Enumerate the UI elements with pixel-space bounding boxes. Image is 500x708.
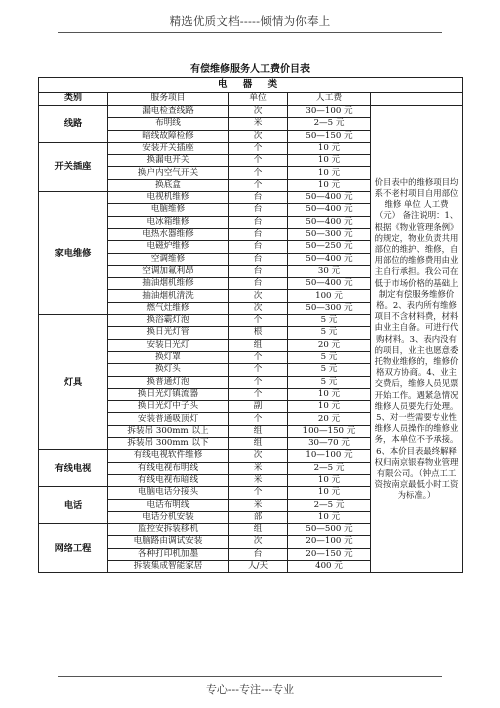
service-item-cell: 电冰箱维修 — [108, 216, 229, 228]
unit-cell: 个 — [229, 351, 288, 363]
fee-cell: 50—500 元 — [288, 524, 371, 536]
unit-cell: 米 — [229, 462, 288, 474]
fee-cell: 10 元 — [288, 401, 371, 413]
price-table — [38, 77, 463, 573]
fee-cell: 50—300 元 — [288, 302, 371, 314]
category-cell: 线路 — [39, 106, 108, 143]
category-cell: 电话 — [39, 487, 108, 524]
unit-cell: 米 — [229, 118, 288, 130]
unit-cell: 组 — [229, 425, 288, 437]
fee-cell: 50—300 元 — [288, 228, 371, 240]
column-header-fee: 人工费 — [288, 93, 371, 106]
service-item-cell: 换漏电开关 — [108, 155, 229, 167]
service-item-cell: 电视机维修 — [108, 192, 229, 204]
fee-cell: 5 元 — [288, 364, 371, 376]
service-item-cell: 抽油烟机维修 — [108, 278, 229, 290]
fee-cell: 400 元 — [288, 560, 371, 572]
service-item-cell: 安装日光灯 — [108, 339, 229, 351]
service-item-cell: 电话分机安装 — [108, 511, 229, 523]
service-item-cell: 有线电视布暗线 — [108, 474, 229, 486]
fee-cell: 10 元 — [288, 388, 371, 400]
unit-cell: 个 — [229, 388, 288, 400]
fee-cell: 100—150 元 — [288, 425, 371, 437]
fee-cell: 20 元 — [288, 413, 371, 425]
service-item-cell: 电话布明线 — [108, 499, 229, 511]
unit-cell: 台 — [229, 548, 288, 560]
service-item-cell: 电脑电话分接头 — [108, 487, 229, 499]
fee-cell: 5 元 — [288, 351, 371, 363]
unit-cell: 台 — [229, 278, 288, 290]
fee-cell: 50—400 元 — [288, 253, 371, 265]
page-footer: 专心---专注---专业 — [205, 683, 295, 696]
unit-cell: 次 — [229, 130, 288, 142]
table-row — [39, 106, 463, 118]
unit-cell: 个 — [229, 167, 288, 179]
fee-cell: 10 元 — [288, 511, 371, 523]
service-item-cell: 燃气灶维修 — [108, 302, 229, 314]
unit-cell: 次 — [229, 536, 288, 548]
category-cell: 网络工程 — [39, 524, 108, 573]
column-header-category: 类别 — [39, 93, 108, 106]
service-item-cell: 换普通灯泡 — [108, 376, 229, 388]
fee-cell: 2—5 元 — [288, 118, 371, 130]
unit-cell: 个 — [229, 179, 288, 191]
unit-cell: 个 — [229, 364, 288, 376]
service-item-cell: 换日光灯镇流器 — [108, 388, 229, 400]
fee-cell: 2—5 元 — [288, 499, 371, 511]
service-item-cell: 电脑路由调试安装 — [108, 536, 229, 548]
service-item-cell: 拆装集成智能家居 — [108, 560, 229, 572]
service-item-cell: 安装普通吸顶灯 — [108, 413, 229, 425]
fee-cell: 2—5 元 — [288, 462, 371, 474]
service-item-cell: 有线电视软件维修 — [108, 450, 229, 462]
unit-cell: 次 — [229, 302, 288, 314]
unit-cell: 根 — [229, 327, 288, 339]
service-item-cell: 各种打印机加墨 — [108, 548, 229, 560]
unit-cell: 组 — [229, 438, 288, 450]
service-item-cell: 电磁炉维修 — [108, 241, 229, 253]
service-item-cell: 换浴霸灯泡 — [108, 315, 229, 327]
fee-cell: 5 元 — [288, 315, 371, 327]
unit-cell: 个 — [229, 142, 288, 154]
document-title: 有偿维修服务人工费价目表 — [190, 64, 310, 75]
unit-cell: 次 — [229, 106, 288, 118]
unit-cell: 台 — [229, 204, 288, 216]
column-header-unit: 单位 — [229, 93, 288, 106]
unit-cell: 台 — [229, 241, 288, 253]
service-item-cell: 暗线故障检修 — [108, 130, 229, 142]
fee-cell: 50—400 元 — [288, 216, 371, 228]
column-header-row — [39, 93, 463, 106]
unit-cell: 次 — [229, 290, 288, 302]
service-item-cell: 电热水器维修 — [108, 228, 229, 240]
unit-cell: 个 — [229, 376, 288, 388]
unit-cell: 台 — [229, 216, 288, 228]
fee-cell: 10 元 — [288, 142, 371, 154]
fee-cell: 30 元 — [288, 265, 371, 277]
service-item-cell: 拆装吊 300mm 以下 — [108, 438, 229, 450]
unit-cell: 台 — [229, 253, 288, 265]
unit-cell: 米 — [229, 499, 288, 511]
service-item-cell: 漏电检查线路 — [108, 106, 229, 118]
footer-divider — [58, 676, 442, 677]
service-item-cell: 换日光灯中子头 — [108, 401, 229, 413]
unit-cell: 个 — [229, 413, 288, 425]
service-item-cell: 电脑维修 — [108, 204, 229, 216]
column-header-blank — [371, 93, 463, 106]
category-cell: 灯具 — [39, 315, 108, 450]
unit-cell: 组 — [229, 524, 288, 536]
unit-cell: 台 — [229, 192, 288, 204]
service-item-cell: 拆装吊 300mm 以上 — [108, 425, 229, 437]
unit-cell: 人/天 — [229, 560, 288, 572]
section-heading: 电 器 类 — [39, 78, 463, 93]
header-divider — [58, 32, 442, 33]
unit-cell: 台 — [229, 228, 288, 240]
category-cell: 有线电视 — [39, 450, 108, 487]
fee-cell: 5 元 — [288, 327, 371, 339]
unit-cell: 个 — [229, 315, 288, 327]
fee-cell: 20—150 元 — [288, 548, 371, 560]
fee-cell: 30—100 元 — [288, 106, 371, 118]
fee-cell: 30—70 元 — [288, 438, 371, 450]
fee-cell: 100 元 — [288, 290, 371, 302]
fee-cell: 50—150 元 — [288, 130, 371, 142]
fee-cell: 50—250 元 — [288, 241, 371, 253]
unit-cell: 个 — [229, 155, 288, 167]
service-item-cell: 有线电视布明线 — [108, 462, 229, 474]
service-item-cell: 换底盒 — [108, 179, 229, 191]
column-header-item: 服务项目 — [108, 93, 229, 106]
service-item-cell: 换灯罩 — [108, 351, 229, 363]
category-cell: 家电维修 — [39, 192, 108, 315]
unit-cell: 组 — [229, 339, 288, 351]
service-item-cell: 换灯头 — [108, 364, 229, 376]
fee-cell: 10 元 — [288, 155, 371, 167]
fee-cell: 20 元 — [288, 339, 371, 351]
service-item-cell: 布明线 — [108, 118, 229, 130]
fee-cell: 10—100 元 — [288, 450, 371, 462]
service-item-cell: 空调加氟利昂 — [108, 265, 229, 277]
service-item-cell: 抽油烟机清洗 — [108, 290, 229, 302]
fee-cell: 10 元 — [288, 474, 371, 486]
fee-cell: 10 元 — [288, 179, 371, 191]
category-cell: 开关插座 — [39, 142, 108, 191]
fee-cell: 20—100 元 — [288, 536, 371, 548]
fee-cell: 5 元 — [288, 376, 371, 388]
fee-cell: 50—400 元 — [288, 204, 371, 216]
fee-cell: 10 元 — [288, 487, 371, 499]
unit-cell: 台 — [229, 265, 288, 277]
unit-cell: 次 — [229, 450, 288, 462]
service-item-cell: 安装开关插座 — [108, 142, 229, 154]
fee-cell: 50—400 元 — [288, 192, 371, 204]
fee-cell: 50—400 元 — [288, 278, 371, 290]
service-item-cell: 监控安拆装移机 — [108, 524, 229, 536]
fee-cell: 10 元 — [288, 167, 371, 179]
unit-cell: 副 — [229, 401, 288, 413]
service-item-cell: 换户内空气开关 — [108, 167, 229, 179]
notes-cell: 价目表中的维修项目均系不老村项目自用部位维修 单位 人工费（元） 备注说明：1、根据《物业管理条例》的规定，物业负责共用部位的维护、维修，自用部位的维修费用由业主自行承担。我公司在低于市场价格的基础上制定有偿服务维修价格。2、表内所有维修项目不含材料费，材料由业主自备。可进行代购材料。3、表内没有的项目，业主也愿意委托物业维修的，维修价格双方协商。4、业主交费后，维修人员见票开始工作。遇紧急情况维修人员要先行处理。5、对一些需要专业性维修人员操作的维修业务，本单位不予承接。6、本价目表最终解释权归南京银春物业管理有限公司。（钟点工工资按南京最低小时工资为标准。） — [371, 106, 463, 573]
unit-cell: 米 — [229, 474, 288, 486]
service-item-cell: 换日光灯管 — [108, 327, 229, 339]
page-header: 精选优质文档-----倾情为你奉上 — [169, 14, 331, 28]
unit-cell: 个 — [229, 487, 288, 499]
service-item-cell: 空调维修 — [108, 253, 229, 265]
unit-cell: 部 — [229, 511, 288, 523]
